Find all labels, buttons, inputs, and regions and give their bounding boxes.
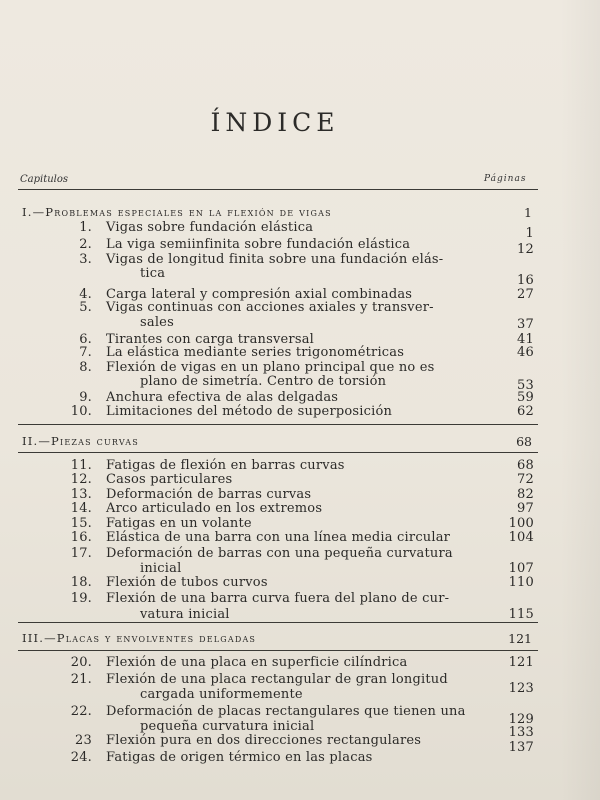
entry-number: 1. bbox=[79, 220, 92, 235]
entry-title: Elástica de una barra con una línea media circular bbox=[106, 530, 451, 545]
entry-page: 37 bbox=[517, 317, 534, 332]
entry-number: 7. bbox=[79, 345, 92, 360]
chapter-heading bbox=[22, 631, 538, 649]
chapter-rule bbox=[18, 650, 538, 651]
entry-number: 13. bbox=[70, 487, 92, 502]
chapter-page: 121 bbox=[508, 631, 532, 646]
entry-number: 21. bbox=[70, 672, 92, 687]
entry-page: 129 bbox=[508, 712, 534, 727]
header-rule bbox=[18, 189, 538, 190]
entry-number: 22. bbox=[70, 704, 92, 719]
chapter-rule bbox=[18, 452, 538, 453]
chapter-divider bbox=[18, 622, 538, 623]
entry-title: Limitaciones del método de superposición bbox=[106, 404, 393, 419]
entry-number: 11. bbox=[70, 458, 92, 473]
entry-title: Deformación de barras curvas bbox=[106, 487, 312, 502]
entry-title: Flexión de una placa rectangular de gran longitud bbox=[106, 672, 448, 687]
entry-page: 16 bbox=[517, 273, 534, 288]
entry-page: 72 bbox=[517, 472, 534, 487]
entry-number: 8. bbox=[79, 360, 92, 375]
entry-title: Flexión pura en dos direcciones rectangulares bbox=[106, 733, 422, 748]
entry-page: 53 bbox=[517, 378, 534, 393]
entry-title-continued: pequeña curvatura inicial bbox=[140, 719, 315, 734]
entry-title-continued: cargada uniformemente bbox=[140, 687, 303, 702]
chapter-divider bbox=[18, 424, 538, 425]
entry-title-continued: plano de simetría. Centro de torsión bbox=[140, 374, 387, 389]
entry-page: 121 bbox=[508, 655, 534, 670]
entry-page: 107 bbox=[508, 561, 534, 576]
entry-page: 41 bbox=[517, 332, 534, 347]
entry-title-continued: sales bbox=[140, 315, 174, 330]
entry-page: 104 bbox=[508, 530, 534, 545]
entry-page: 137 bbox=[508, 740, 534, 755]
entry-title: Anchura efectiva de alas delgadas bbox=[106, 390, 339, 405]
entry-title-continued: vatura inicial bbox=[140, 607, 230, 622]
entry-title: Tirantes con carga transversal bbox=[106, 332, 315, 347]
entry-number: 23 bbox=[75, 733, 92, 748]
entry-title: Fatigas en un volante bbox=[106, 516, 252, 531]
entry-page: 12 bbox=[517, 242, 534, 257]
entry-number: 10. bbox=[70, 404, 92, 419]
entry-page: 59 bbox=[517, 390, 534, 405]
entry-title: Flexión de vigas en un plano principal que no es bbox=[106, 360, 435, 375]
entry-page: 123 bbox=[508, 681, 534, 696]
entry-title: Arco articulado en los extremos bbox=[106, 501, 323, 516]
entry-title: Deformación de placas rectangulares que tienen una bbox=[106, 704, 466, 719]
entry-page: 1 bbox=[525, 226, 534, 241]
entry-page: 133 bbox=[508, 725, 534, 740]
entry-title: Casos particulares bbox=[106, 472, 233, 487]
entry-page: 27 bbox=[517, 287, 534, 302]
entry-title: La elástica mediante series trigonométricas bbox=[106, 345, 405, 360]
entry-title: Fatigas de flexión en barras curvas bbox=[106, 458, 345, 473]
entry-number: 5. bbox=[79, 300, 92, 315]
entry-title: Flexión de una placa en superficie cilíndrica bbox=[106, 655, 408, 670]
entry-number: 17. bbox=[70, 546, 92, 561]
entry-page: 82 bbox=[517, 487, 534, 502]
entry-title-continued: tica bbox=[140, 266, 166, 281]
entry-page: 97 bbox=[517, 501, 534, 516]
entry-page: 100 bbox=[508, 516, 534, 531]
page-title: ÍNDICE bbox=[210, 108, 340, 137]
chapter-title: II.—Piezas curvas bbox=[22, 434, 139, 448]
entry-number: 4. bbox=[79, 287, 92, 302]
chapter-page: 68 bbox=[516, 434, 532, 449]
entry-title: Flexión de una barra curva fuera del plano de cur- bbox=[106, 591, 450, 606]
chapter-page: 1 bbox=[524, 205, 532, 220]
entry-page: 46 bbox=[517, 345, 534, 360]
entry-number: 16. bbox=[70, 530, 92, 545]
entry-page: 110 bbox=[508, 575, 534, 590]
entry-title: La viga semiinfinita sobre fundación elástica bbox=[106, 237, 411, 252]
chapter-title: III.—Placas y envolventes delgadas bbox=[22, 631, 257, 645]
entry-number: 19. bbox=[70, 591, 92, 606]
entry-number: 12. bbox=[70, 472, 92, 487]
entry-number: 9. bbox=[79, 390, 92, 405]
entry-title-continued: inicial bbox=[140, 561, 182, 576]
entry-number: 20. bbox=[70, 655, 92, 670]
chapter-heading bbox=[22, 434, 538, 452]
entry-title: Vigas de longitud finita sobre una fundación elás- bbox=[106, 252, 444, 267]
entry-number: 14. bbox=[70, 501, 92, 516]
entry-title: Vigas sobre fundación elástica bbox=[106, 220, 314, 235]
entry-number: 3. bbox=[79, 252, 92, 267]
entry-title: Fatigas de origen térmico en las placas bbox=[106, 750, 373, 765]
entry-number: 2. bbox=[79, 237, 92, 252]
entry-title: Deformación de barras con una pequeña curvatura bbox=[106, 546, 453, 561]
chapters-column-label: Capitulos bbox=[20, 174, 69, 185]
entry-page: 68 bbox=[517, 458, 534, 473]
entry-number: 24. bbox=[70, 750, 92, 765]
page-shadow bbox=[560, 0, 600, 800]
entry-number: 6. bbox=[79, 332, 92, 347]
entry-number: 15. bbox=[70, 516, 92, 531]
entry-page: 62 bbox=[517, 404, 534, 419]
chapter-title: I.—Problemas especiales en la flexión de vigas bbox=[22, 205, 332, 219]
entry-title: Vigas continuas con acciones axiales y transver- bbox=[106, 300, 434, 315]
entry-title: Carga lateral y compresión axial combinadas bbox=[106, 287, 413, 302]
entry-page: 115 bbox=[508, 607, 534, 622]
entry-number: 18. bbox=[70, 575, 92, 590]
pages-column-label: Páginas bbox=[484, 174, 527, 184]
entry-title: Flexión de tubos curvos bbox=[106, 575, 268, 590]
